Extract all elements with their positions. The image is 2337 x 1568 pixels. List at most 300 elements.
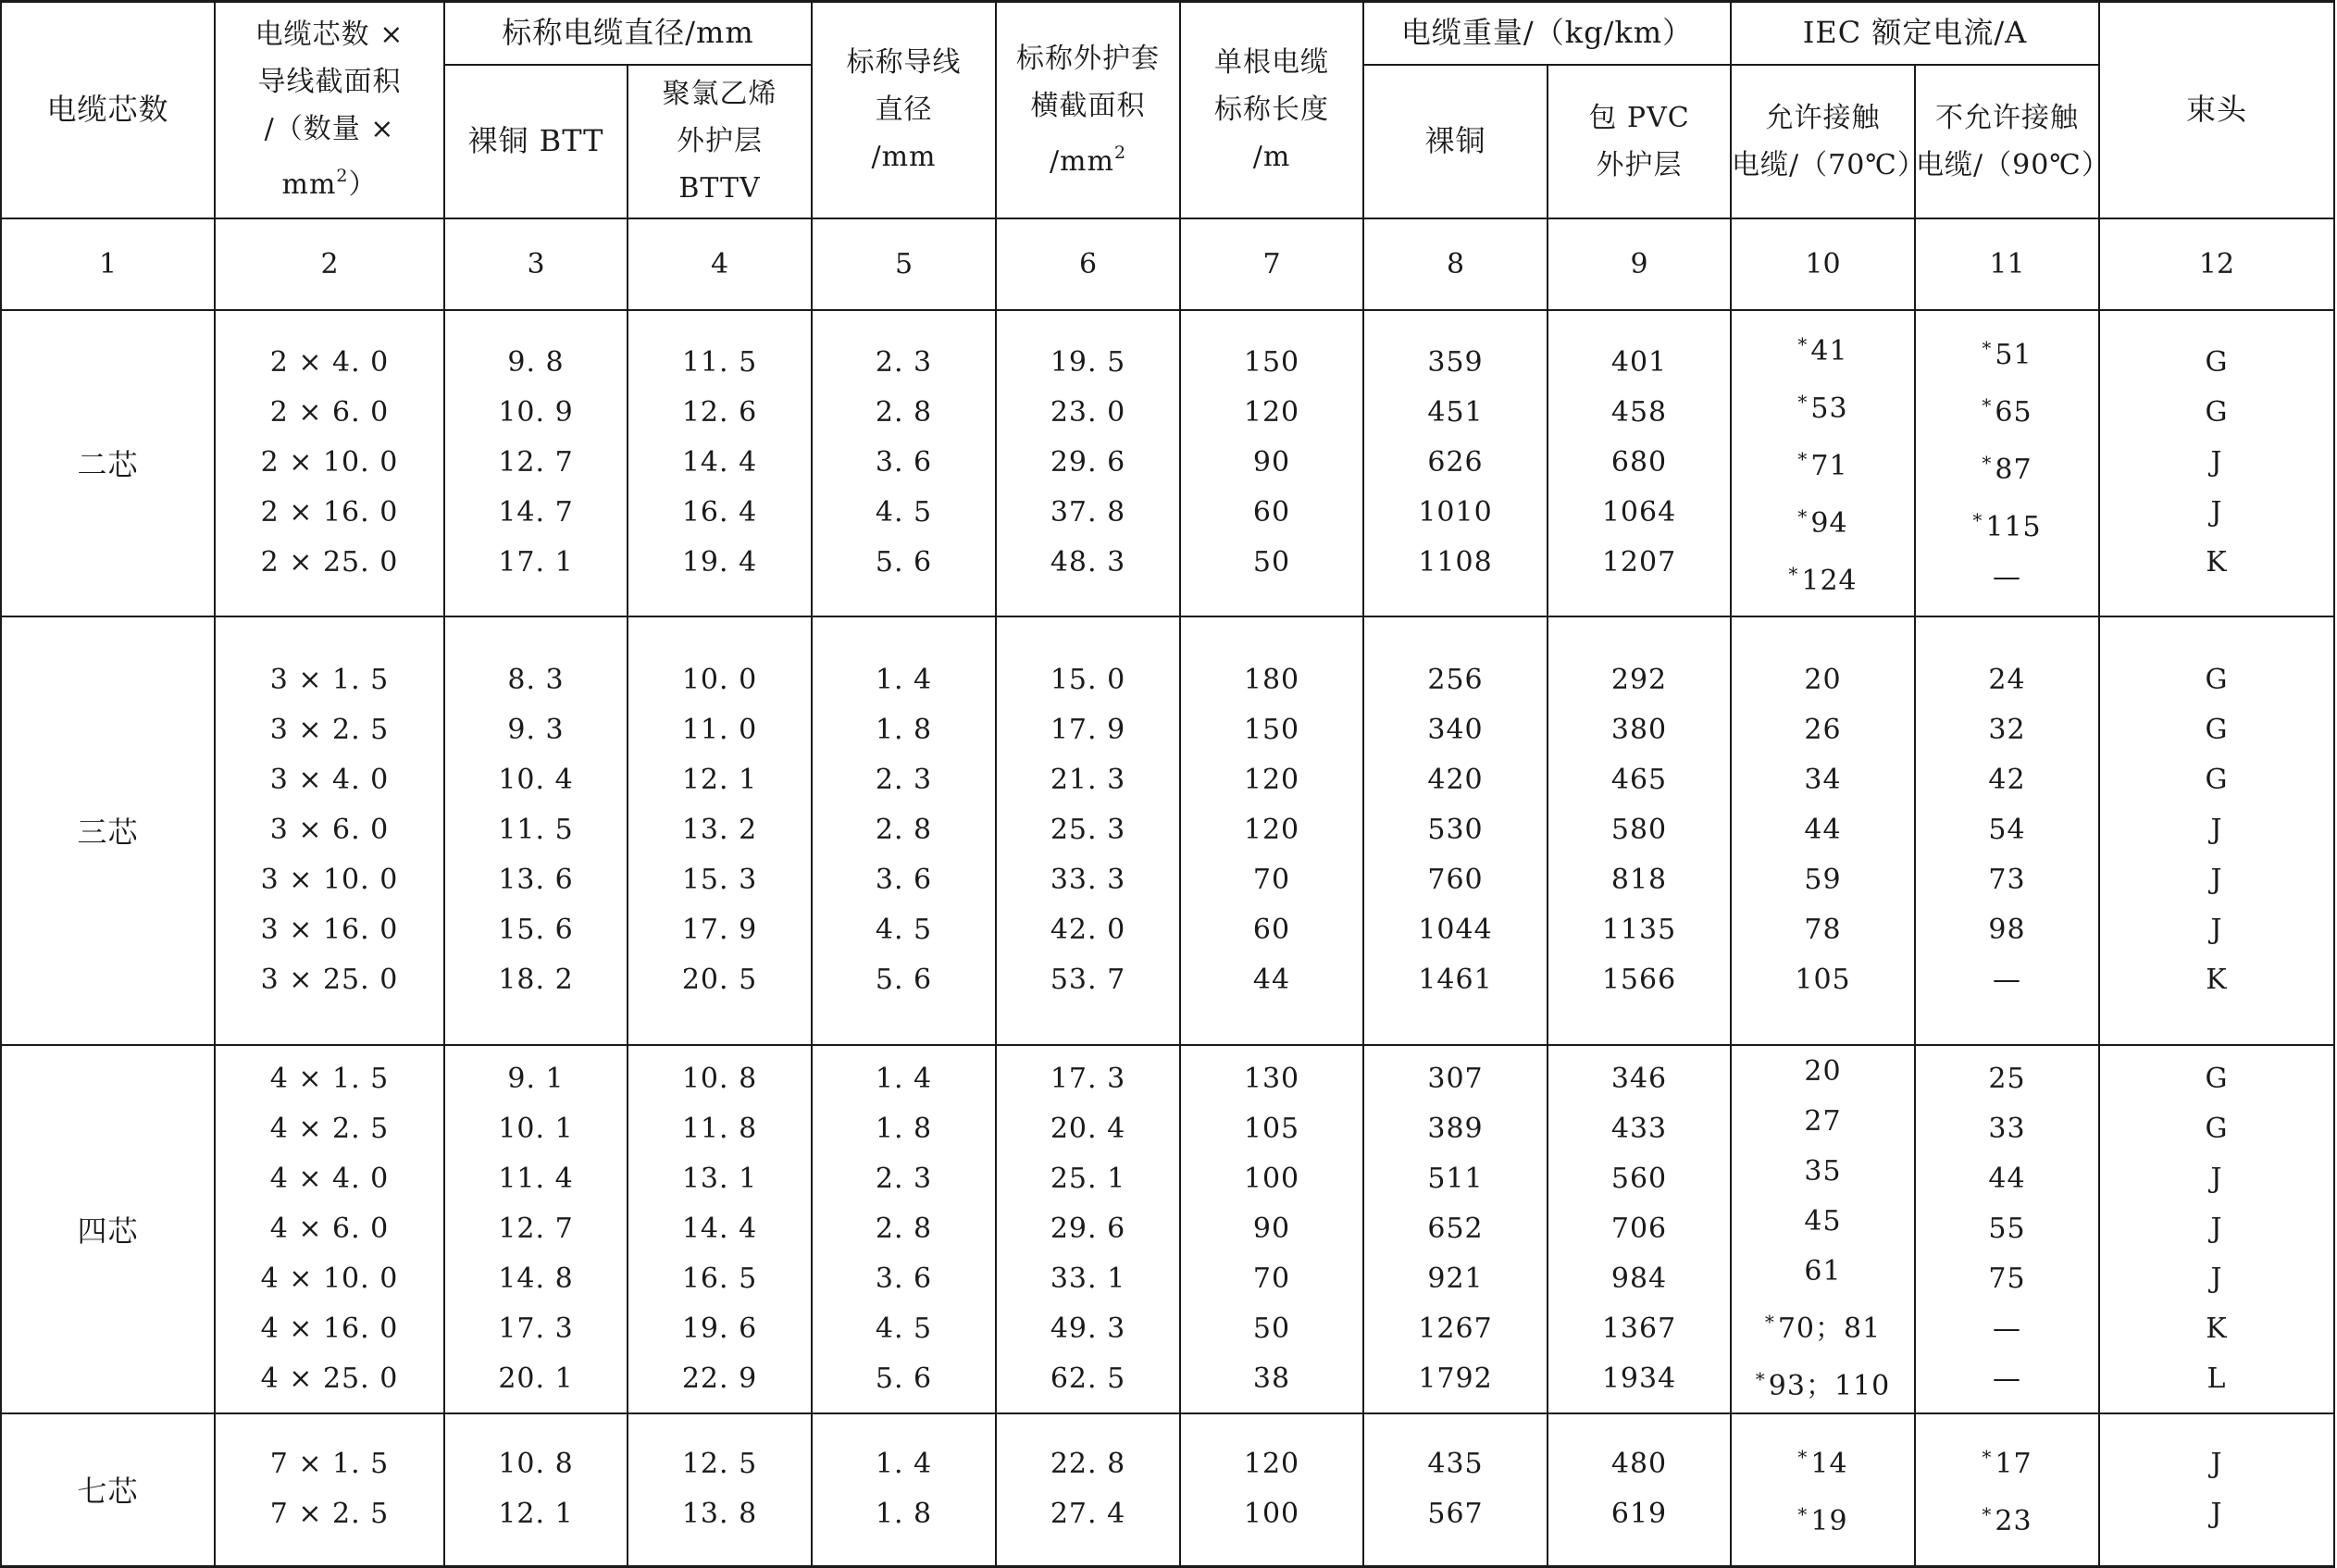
table-cell-value	[1364, 1154, 1547, 1204]
table-cell-value	[2100, 1439, 2333, 1489]
table-cell-value	[1732, 319, 1914, 377]
cell-text: 115	[1985, 511, 2042, 543]
cell-text: 94	[1810, 507, 1848, 540]
table-cell-value	[997, 655, 1179, 705]
weight-bare-cell	[1363, 1413, 1548, 1567]
cell-text: G	[2205, 664, 2229, 696]
cell-text: —	[1993, 964, 2022, 996]
value-stack	[1548, 1439, 1730, 1539]
cell-text: 680	[1610, 446, 1668, 479]
table-cell-value	[1364, 1204, 1547, 1254]
cell-text: 511	[1427, 1162, 1484, 1195]
cell-text: 818	[1610, 864, 1668, 896]
cell-text: 433	[1610, 1112, 1668, 1145]
table-cell-value	[1732, 955, 1914, 1005]
header-length-line1: 单根电缆	[1214, 46, 1330, 80]
value-stack	[628, 1439, 811, 1539]
cell-text: 17. 3	[1050, 1062, 1126, 1095]
table-cell-value	[1548, 438, 1730, 488]
table-cell-value	[2100, 438, 2333, 488]
table-cell-value	[2100, 705, 2333, 755]
table-cell-value	[1181, 1104, 1362, 1154]
value-stack	[2100, 1439, 2333, 1539]
table-cell-value	[1916, 705, 2098, 755]
cell-text: 3. 6	[875, 864, 933, 896]
header-sheath-line3	[997, 130, 1179, 185]
cell-text: 11. 5	[681, 346, 758, 379]
table-cell-value	[445, 905, 627, 955]
cell-text: 14. 4	[681, 446, 758, 479]
cell-text: G	[2205, 764, 2229, 796]
table-cell-value	[628, 755, 811, 805]
cell-text: 13. 2	[681, 814, 758, 846]
table-cell-value	[2100, 1489, 2333, 1539]
table-cell-value	[1364, 1054, 1547, 1104]
table-cell-value	[813, 488, 995, 538]
table-cell-value	[1916, 805, 2098, 855]
table-cell-value	[1181, 705, 1362, 755]
cell-text: 12. 5	[681, 1448, 758, 1481]
group-row	[1, 1045, 2334, 1413]
table-cell-value	[2100, 388, 2333, 438]
cell-text: 105	[1795, 964, 1851, 996]
weight-pvc-cell	[1548, 1045, 1731, 1413]
cell-text: 55	[1988, 1212, 2026, 1245]
table-cell-value	[216, 1154, 443, 1204]
cell-text: 29. 6	[1050, 446, 1126, 479]
conductor-dia-cell	[812, 1413, 996, 1567]
cell-text: 10. 4	[498, 764, 574, 796]
table-cell-value	[1181, 655, 1362, 705]
current-90c-cell	[1915, 1413, 2099, 1567]
table-cell-value	[1916, 955, 2098, 1005]
column-number: 2	[215, 218, 444, 310]
cell-text: 921	[1427, 1262, 1484, 1295]
table-cell-value	[1916, 1204, 2098, 1254]
cell-text: 45	[1804, 1204, 1842, 1238]
value-stack	[2100, 338, 2333, 588]
cell-text: 1135	[1601, 914, 1677, 946]
footnote-star: *	[1972, 509, 1983, 531]
table-cell-value	[813, 855, 995, 905]
group-label: 三芯	[1, 616, 215, 1045]
table-cell-value	[813, 538, 995, 588]
table-cell-value	[445, 655, 627, 705]
cell-text: 3 × 6. 0	[269, 814, 390, 846]
table-cell-value	[997, 805, 1179, 855]
cell-text: 3 × 16. 0	[260, 914, 399, 946]
table-cell-value	[628, 338, 811, 388]
table-cell-value	[813, 438, 995, 488]
table-cell-value	[1181, 388, 1362, 438]
table-cell-value	[2100, 805, 2333, 855]
cell-text: 37. 8	[1050, 496, 1126, 529]
table-cell-value	[628, 1489, 811, 1539]
table-cell-value	[445, 955, 627, 1005]
table-cell-value	[2100, 1354, 2333, 1404]
cell-text: 61	[1804, 1254, 1842, 1288]
footnote-star: *	[1982, 452, 1993, 474]
cell-text: 4 × 6. 0	[269, 1212, 390, 1245]
table-cell-value	[216, 338, 443, 388]
table-cell-value	[445, 1439, 627, 1489]
table-cell-value	[997, 705, 1179, 755]
table-cell-value	[216, 855, 443, 905]
cell-text: 98	[1988, 914, 2026, 946]
value-stack	[216, 1054, 443, 1404]
cell-text: 14. 7	[498, 496, 574, 529]
table-cell-value	[997, 338, 1179, 388]
group-label: 七芯	[1, 1413, 215, 1567]
table-cell-value	[445, 1104, 627, 1154]
table-cell-value	[1548, 388, 1730, 438]
table-cell-value	[1916, 553, 2098, 603]
cell-text: 530	[1427, 814, 1484, 846]
spec-cell	[215, 616, 444, 1045]
header-pvc-line3: BTTV	[678, 172, 761, 205]
table-cell-value	[813, 1054, 995, 1104]
table-cell-value	[216, 705, 443, 755]
table-cell-value	[1732, 805, 1914, 855]
column-number: 10	[1731, 218, 1915, 310]
value-stack	[216, 1439, 443, 1539]
value-stack	[1364, 1439, 1547, 1539]
table-cell-value	[1181, 488, 1362, 538]
table-cell-value	[2100, 855, 2333, 905]
sheath-area-cell	[996, 1413, 1180, 1567]
table-cell-value	[216, 1054, 443, 1104]
cell-text: 706	[1610, 1212, 1668, 1245]
table-cell-value	[628, 655, 811, 705]
table-cell-value	[1364, 488, 1547, 538]
cell-text: 389	[1427, 1112, 1484, 1145]
sheath-area-cell	[996, 616, 1180, 1045]
table-cell-value	[997, 905, 1179, 955]
cell-text: 567	[1427, 1498, 1484, 1531]
table-cell-value	[1732, 1432, 1914, 1489]
sheath-area-cell	[996, 1045, 1180, 1413]
cell-text: 10. 1	[498, 1112, 574, 1145]
footnote-star: *	[1982, 337, 1993, 359]
cell-text: 29. 6	[1050, 1212, 1126, 1245]
table-cell-value	[2100, 538, 2333, 588]
cell-text: 1. 8	[875, 1112, 933, 1145]
cell-text: 3 × 10. 0	[260, 864, 399, 896]
cell-text: 11. 5	[498, 814, 574, 846]
table-cell-value	[813, 655, 995, 705]
table-cell-value	[2100, 1254, 2333, 1304]
cell-text: 19. 6	[681, 1312, 758, 1345]
cell-text: G	[2205, 1062, 2229, 1095]
cell-text: 11. 8	[681, 1112, 758, 1145]
cell-text: 652	[1427, 1212, 1484, 1245]
table-cell-value	[1181, 1354, 1362, 1404]
column-number-row	[1, 218, 2334, 310]
cell-text: 2 × 10. 0	[260, 446, 399, 479]
header-allow-line2: 电缆/（70℃）	[1732, 148, 1926, 181]
cell-text: 18. 2	[498, 964, 574, 996]
cell-text: 4. 5	[875, 496, 933, 529]
cell-text: 4 × 25. 0	[260, 1362, 399, 1395]
table-cell-value	[1548, 488, 1730, 538]
value-stack	[1548, 1054, 1730, 1404]
table-cell-value	[2100, 1054, 2333, 1104]
header-length	[1180, 2, 1363, 218]
table-cell-value	[813, 1204, 995, 1254]
value-stack	[628, 1054, 811, 1404]
table-cell-value	[813, 705, 995, 755]
header-spec-line1: 电缆芯数 ×	[255, 19, 404, 52]
table-cell-value	[997, 438, 1179, 488]
cell-text: 180	[1243, 664, 1300, 696]
cell-text: 435	[1427, 1448, 1484, 1481]
table-cell-value	[997, 755, 1179, 805]
header-core-count: 电缆芯数	[1, 2, 215, 218]
table-cell-value	[1916, 655, 2098, 705]
cell-text: 19	[1810, 1505, 1848, 1538]
header-spec	[215, 2, 444, 218]
table-cell-value	[628, 1054, 811, 1104]
cell-text: 120	[1243, 814, 1300, 846]
cell-text: J	[2210, 1498, 2223, 1531]
table-cell-value	[628, 855, 811, 905]
pvc-bttv-cell	[628, 616, 812, 1045]
spec-cell	[215, 310, 444, 616]
cell-text: 49. 3	[1050, 1312, 1126, 1345]
table-cell-value	[216, 955, 443, 1005]
cell-text: 23. 0	[1050, 396, 1126, 429]
table-cell-value	[445, 338, 627, 388]
sheath-area-cell	[996, 310, 1180, 616]
cell-text: 1. 8	[875, 1498, 933, 1531]
cell-text: 3 × 2. 5	[269, 714, 390, 746]
value-stack	[1916, 323, 2098, 603]
value-stack	[445, 338, 627, 588]
header-no-touch	[1915, 65, 2110, 218]
table-cell-value	[445, 1204, 627, 1254]
cell-text: 13. 8	[681, 1498, 758, 1531]
cell-text: 20. 4	[1050, 1112, 1126, 1145]
table-cell-value	[1364, 855, 1547, 905]
bare-btt-cell	[444, 1413, 628, 1567]
table-cell-value	[216, 1439, 443, 1489]
cell-text: 12. 1	[681, 764, 758, 796]
value-stack	[813, 338, 995, 588]
value-stack	[997, 1439, 1179, 1539]
cell-text: 1461	[1418, 964, 1493, 996]
header-weight: 电缆重量/（kg/km）	[1363, 2, 1731, 65]
footnote-star: *	[1797, 1446, 1809, 1469]
group-row	[1, 310, 2334, 616]
cell-text: 120	[1243, 1448, 1300, 1481]
cell-text: 120	[1243, 396, 1300, 429]
table-cell-value	[997, 1054, 1179, 1104]
value-stack	[1364, 1054, 1547, 1404]
cell-text: 65	[1995, 396, 2032, 429]
cell-text: 12. 1	[498, 1498, 574, 1531]
table-cell-value	[997, 1439, 1179, 1489]
cell-text: J	[2210, 1212, 2223, 1245]
value-stack	[1364, 338, 1547, 588]
table-cell-value	[445, 538, 627, 588]
column-number: 7	[1180, 218, 1363, 310]
current-70c-cell	[1731, 616, 1915, 1045]
table-cell-value	[1548, 1104, 1730, 1154]
table-cell-value	[813, 1254, 995, 1304]
weight-pvc-cell	[1548, 616, 1731, 1045]
value-stack	[445, 1439, 627, 1539]
cell-text: 4 × 4. 0	[269, 1162, 390, 1195]
cell-text: J	[2210, 446, 2223, 479]
header-conductor-diameter	[812, 2, 996, 218]
cell-text: 20. 5	[681, 964, 758, 996]
table-cell-value	[1548, 1304, 1730, 1354]
cell-text: 75	[1988, 1262, 2026, 1295]
cell-text: 1367	[1601, 1312, 1677, 1345]
table-cell-value	[1548, 805, 1730, 855]
table-cell-value	[628, 955, 811, 1005]
table-cell-value	[216, 1354, 443, 1404]
header-conductor-line1: 标称导线	[846, 46, 962, 80]
table-cell-value	[813, 1489, 995, 1539]
table-cell-value	[1181, 1439, 1362, 1489]
value-stack	[2100, 1054, 2333, 1404]
table-cell-value	[1732, 1097, 1914, 1147]
value-stack	[1181, 1439, 1362, 1539]
cell-text: 59	[1804, 864, 1842, 896]
table-cell-value	[997, 388, 1179, 438]
column-number: 12	[2099, 218, 2334, 310]
cell-text: 130	[1243, 1062, 1300, 1095]
table-cell-value	[997, 1304, 1179, 1354]
table-cell-value	[2100, 1104, 2333, 1154]
table-cell-value	[445, 1154, 627, 1204]
cell-text: 4. 5	[875, 914, 933, 946]
header-bare-btt: 裸铜 BTT	[444, 65, 628, 218]
table-cell-value	[813, 805, 995, 855]
header-weight-pvc-line2: 外护层	[1596, 148, 1683, 181]
table-cell-value	[1364, 438, 1547, 488]
cell-text: 33. 3	[1050, 864, 1126, 896]
table-cell-value	[813, 1154, 995, 1204]
cell-text: 9. 1	[507, 1062, 565, 1095]
table-cell-value	[1916, 1354, 2098, 1404]
cell-text: 340	[1427, 714, 1484, 746]
cell-text: 2. 3	[875, 346, 933, 379]
header-sheath-line1: 标称外护套	[1016, 42, 1161, 75]
table-cell-value	[1548, 1054, 1730, 1104]
table-cell-value	[997, 1204, 1179, 1254]
cell-text: G	[2205, 396, 2229, 429]
cell-text: 48. 3	[1050, 546, 1126, 579]
table-cell-value	[216, 1104, 443, 1154]
cell-text: 25	[1988, 1062, 2026, 1095]
table-cell-value	[628, 1304, 811, 1354]
group-row	[1, 616, 2334, 1045]
cell-text: 11. 4	[498, 1162, 574, 1195]
header-pvc-bttv	[628, 65, 812, 218]
value-stack	[1732, 1432, 1914, 1547]
header-pvc-line2: 外护层	[677, 125, 763, 157]
cell-text: 12. 7	[498, 446, 574, 479]
current-70c-cell	[1731, 1045, 1915, 1413]
cell-text: 4 × 1. 5	[269, 1062, 390, 1095]
value-stack	[628, 655, 811, 1005]
table-cell-value	[445, 438, 627, 488]
table-cell-value	[1732, 1354, 1914, 1412]
table-cell-value	[997, 1254, 1179, 1304]
cell-text: 420	[1427, 764, 1484, 796]
column-number: 3	[444, 218, 628, 310]
table-cell-value	[1916, 905, 2098, 955]
cell-text: 10. 9	[498, 396, 574, 429]
cell-text: J	[2210, 814, 2223, 846]
table-cell-value	[445, 805, 627, 855]
cell-text: 54	[1988, 814, 2026, 846]
cell-text: 451	[1427, 396, 1484, 429]
cell-text: 2. 8	[875, 814, 933, 846]
cell-text: 14. 8	[498, 1262, 574, 1295]
table-cell-value	[1181, 1489, 1362, 1539]
cell-text: J	[2210, 1262, 2223, 1295]
header-spec-line3	[216, 106, 443, 208]
conductor-dia-cell	[812, 1045, 996, 1413]
header-spec-close: ）	[348, 168, 378, 202]
table-cell-value	[628, 488, 811, 538]
table-cell-value	[445, 488, 627, 538]
header-pvc-line1: 聚氯乙烯	[662, 78, 777, 110]
table-cell-value	[997, 1104, 1179, 1154]
cell-text: 2. 8	[875, 1212, 933, 1245]
cell-text: 7 × 2. 5	[269, 1498, 390, 1531]
cell-text: 2. 8	[875, 396, 933, 429]
value-stack	[1364, 655, 1547, 1005]
cell-text: 1. 4	[875, 664, 933, 696]
cell-text: 4. 5	[875, 1312, 933, 1345]
termination-cell	[2099, 1413, 2334, 1567]
table-cell-value	[1364, 538, 1547, 588]
table-cell-value	[1548, 338, 1730, 388]
footnote-star: *	[1797, 1503, 1809, 1526]
cell-text: 1. 4	[875, 1448, 933, 1481]
header-weight-pvc-line1: 包 PVC	[1588, 101, 1690, 134]
table-cell-value	[1181, 1054, 1362, 1104]
footnote-star: *	[1982, 394, 1993, 417]
value-stack	[1548, 655, 1730, 1005]
cell-text: J	[2210, 914, 2223, 946]
conductor-dia-cell	[812, 616, 996, 1045]
cell-text: 20	[1804, 664, 1842, 696]
cell-text: 1010	[1418, 496, 1493, 529]
cell-text: 17	[1995, 1448, 2032, 1481]
table-cell-value	[445, 855, 627, 905]
table-cell-value	[813, 955, 995, 1005]
cell-text: 62. 5	[1050, 1362, 1126, 1395]
column-number: 8	[1363, 218, 1548, 310]
table-cell-value	[2100, 755, 2333, 805]
cell-text: 17. 9	[1050, 714, 1126, 746]
table-cell-value	[2100, 338, 2333, 388]
footnote-star: *	[1797, 505, 1809, 528]
table-cell-value	[1732, 434, 1914, 492]
table-cell-value	[1181, 1304, 1362, 1354]
cell-text: 8. 3	[507, 664, 565, 696]
value-stack	[1181, 655, 1362, 1005]
cell-text: 1064	[1601, 496, 1677, 529]
cell-text: J	[2210, 864, 2223, 896]
table-cell-value	[1548, 1439, 1730, 1489]
table-header	[1, 2, 2334, 218]
